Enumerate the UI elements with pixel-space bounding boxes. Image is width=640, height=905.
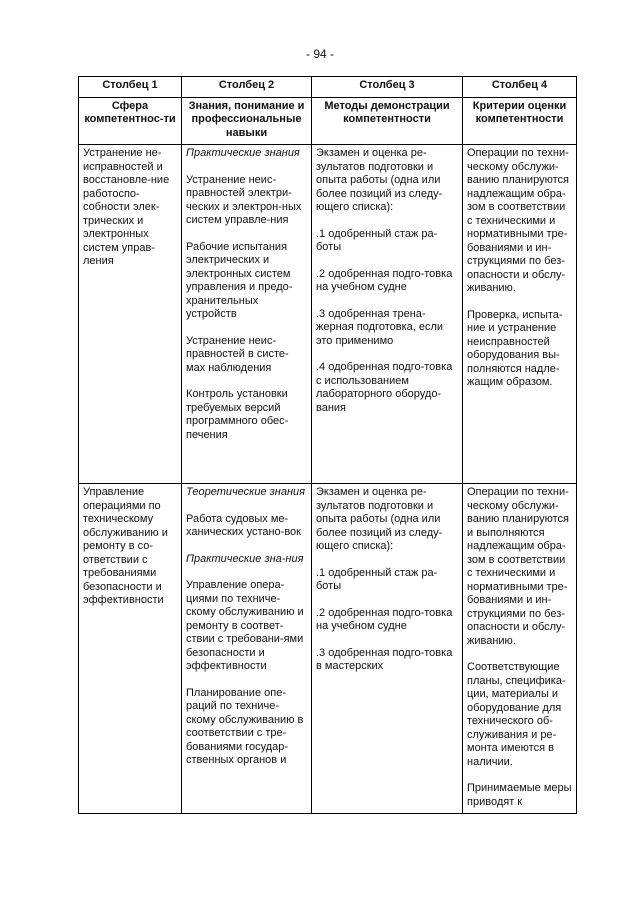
- table-row: [79, 145, 577, 484]
- methods-item: .3 одобренная подго-товка в мастерских: [316, 646, 453, 672]
- competence-text: Устранение не-исправностей и восстановле-ние работоспо-собности элек-трических и электронных систем управ-ления: [83, 147, 170, 267]
- column-subheader-row: [79, 97, 577, 145]
- methods-cell: [312, 484, 463, 814]
- knowledge-item: Устранение неис-правностей электри-ческих и электрон-ных систем управле-ния: [186, 173, 302, 226]
- knowledge-heading: Практические зна-ния: [186, 552, 304, 565]
- criteria-item: Операции по техни-ческому обслужи-ванию планируются надлежащим обра-зом в соответствии с техническими и нормативными тре-бованиями и ин-струкциями по без-опасности и обслу-живанию.: [467, 147, 569, 294]
- methods-item: .4 одобренная подго-товка с использованием лабораторного оборудо-вания: [316, 361, 453, 414]
- subheader-evaluation-criteria: Критерии оценки компетентности: [463, 97, 577, 145]
- subheader-competence-area: Сфера компетентнос-ти: [79, 97, 182, 145]
- column-header-1: Столбец 1: [79, 77, 182, 98]
- methods-item: .2 одобренная подго-товка на учебном судне: [316, 267, 453, 293]
- competence-cell: [79, 145, 182, 484]
- knowledge-heading: Теоретические знания: [186, 486, 305, 498]
- criteria-cell: [463, 145, 577, 484]
- knowledge-item: Планирование опе-раций по техниче-скому обслуживанию в соответствии с тре-бованиями государ-ственных органов и: [186, 686, 304, 766]
- knowledge-cell: [182, 484, 312, 814]
- knowledge-item: Рабочие испытания электрических и электронных систем управления и предо-хранительных устройств: [186, 240, 293, 320]
- competence-cell: [79, 484, 182, 814]
- subheader-demonstration-methods: Методы демонстрации компетентности: [312, 97, 463, 145]
- methods-item: .1 одобренный стаж ра-боты: [316, 566, 438, 592]
- column-header-3: Столбец 3: [312, 77, 463, 98]
- criteria-item: Соответствующие планы, специфика-ции, материалы и оборудование для технического об-служивания и ре-монта имеются в наличии.: [467, 661, 566, 768]
- knowledge-item: Устранение неис-правностей в систе-мах наблюдения: [186, 334, 289, 374]
- page-number: - 94 -: [305, 47, 334, 61]
- competence-table: [78, 76, 577, 814]
- criteria-item: Операции по техни-ческому обслужи-ванию планируются и выполняются надлежащим обра-зом в соответствии с техническими и нормативными тре-бованиями и ин-струкциями по без-опасности и обслу-живанию.: [467, 486, 569, 647]
- subheader-knowledge: Знания, понимание и профессиональные навыки: [182, 97, 312, 145]
- methods-intro: Экзамен и оценка ре-зультатов подготовки и опыта работы (одна или более позиций из следу-ющего списка):: [316, 486, 443, 552]
- table-row: [79, 484, 577, 814]
- competence-text: Управление операциями по техническому обслуживанию и ремонту в со-ответствии с требованиями безопасности и эффективности: [83, 486, 168, 606]
- column-header-2: Столбец 2: [182, 77, 312, 98]
- column-header-4: Столбец 4: [463, 77, 577, 98]
- knowledge-item: Работа судовых ме-ханических устано-вок: [186, 512, 301, 538]
- methods-item: .3 одобренная трена-жерная подготовка, если это применимо: [316, 307, 444, 347]
- knowledge-heading: Практические знания: [186, 147, 300, 159]
- knowledge-item: Управление опера-циями по техниче-скому обслуживанию и ремонту в соответ-ствии с требовани-ями безопасности и эффективности: [186, 579, 304, 672]
- methods-cell: [312, 145, 463, 484]
- column-header-row: [79, 77, 577, 98]
- methods-item: .2 одобренная подго-товка на учебном судне: [316, 606, 453, 632]
- knowledge-item: Контроль установки требуемых версий программного обес-печения: [186, 388, 289, 441]
- methods-item: .1 одобренный стаж ра-боты: [316, 227, 438, 253]
- criteria-item: Проверка, испыта-ние и устранение неисправностей оборудования вы-полняются надле-жащим образом.: [467, 308, 563, 388]
- methods-intro: Экзамен и оценка ре-зультатов подготовки и опыта работы (одна или более позиций из следу-ющего списка):: [316, 147, 443, 213]
- criteria-item: Принимаемые меры приводят к: [467, 782, 572, 808]
- knowledge-cell: [182, 145, 312, 484]
- criteria-cell: [463, 484, 577, 814]
